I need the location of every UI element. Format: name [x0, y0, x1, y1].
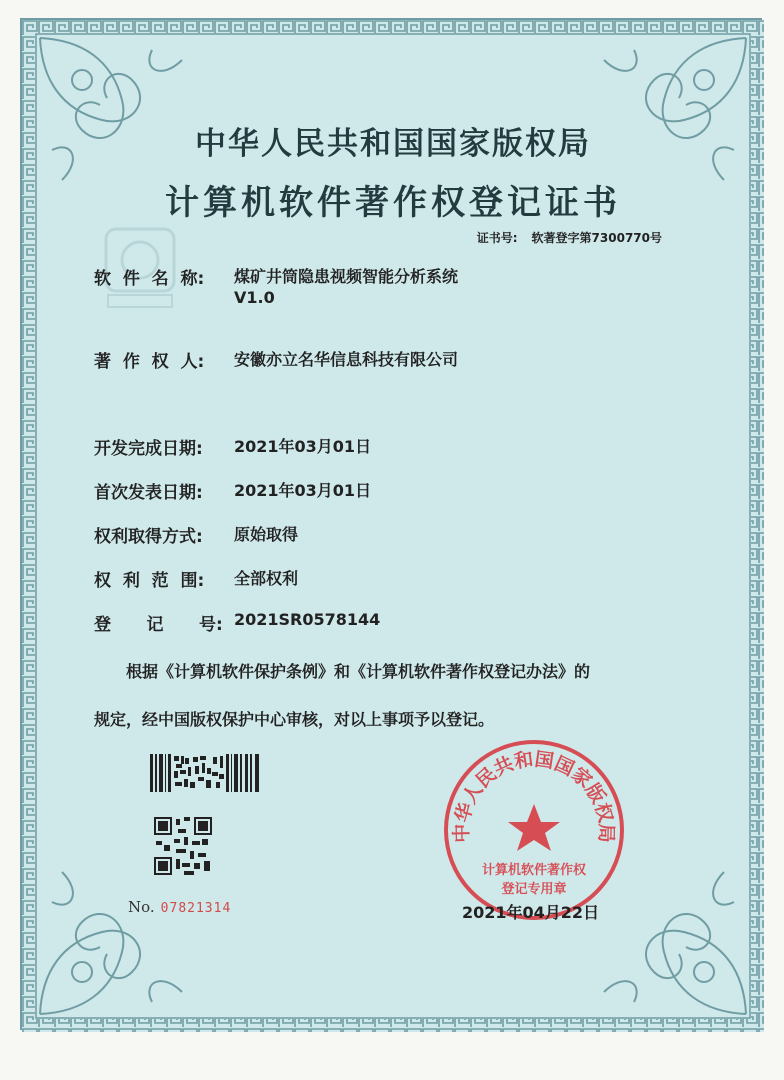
field-label-first-publication-date: 首次发表日期:: [94, 483, 203, 503]
certificate: [20, 18, 762, 1030]
serial-number-label: No.: [128, 898, 155, 916]
certificate-number: [477, 229, 662, 246]
field-label-software-name: 软 件 名 称:: [94, 269, 205, 289]
corner-ornament-bottom-left: [40, 872, 182, 1014]
field-value-first-publication-date: 2021年03月01日: [234, 481, 372, 500]
field-value-acquisition-method: 原始取得: [234, 525, 299, 544]
official-red-seal: [440, 736, 628, 924]
certificate-title: 计算机软件著作权登记证书: [165, 183, 621, 223]
statement-line-1: 根据《计算机软件保护条例》和《计算机软件著作权登记办法》的: [126, 662, 591, 681]
certificate-number-label: 证书号:: [476, 231, 518, 245]
seal-inner-line-1: 计算机软件著作权: [481, 863, 587, 878]
field-value-copyright-owner: 安徽亦立名华信息科技有限公司: [234, 350, 459, 369]
issuing-authority-title: 中华人民共和国国家版权局: [195, 126, 591, 162]
field-value-completion-date: 2021年03月01日: [234, 437, 372, 456]
serial-number-value: 07821314: [160, 901, 232, 916]
qr-code: [154, 817, 212, 875]
field-label-rights-scope: 权 利 范 围:: [94, 571, 205, 591]
statement-line-2: 规定，经中国版权保护中心审核，对以上事项予以登记。: [94, 710, 495, 729]
field-label-registration-number: 登 记 号:: [94, 615, 223, 635]
star-icon: [508, 804, 560, 851]
issue-date: 2021年04月22日: [462, 903, 600, 922]
field-value-registration-number: 2021SR0578144: [234, 610, 381, 629]
seal-inner-line-2: 登记专用章: [501, 882, 567, 897]
field-label-completion-date: 开发完成日期:: [94, 439, 203, 459]
seal-outer-text: 中华人民共和国国家版权局: [450, 748, 618, 843]
serial-number: [128, 898, 231, 916]
certificate-number-value: 软著登字第7300770号: [531, 231, 662, 245]
field-value-software-name: 煤矿井筒隐患视频智能分析系统: [234, 267, 459, 286]
field-label-copyright-owner: 著 作 权 人:: [94, 352, 205, 372]
field-value-software-version: V1.0: [234, 288, 275, 307]
field-label-acquisition-method: 权利取得方式:: [94, 527, 203, 547]
barcode: [150, 754, 260, 792]
field-value-rights-scope: 全部权利: [234, 569, 299, 588]
